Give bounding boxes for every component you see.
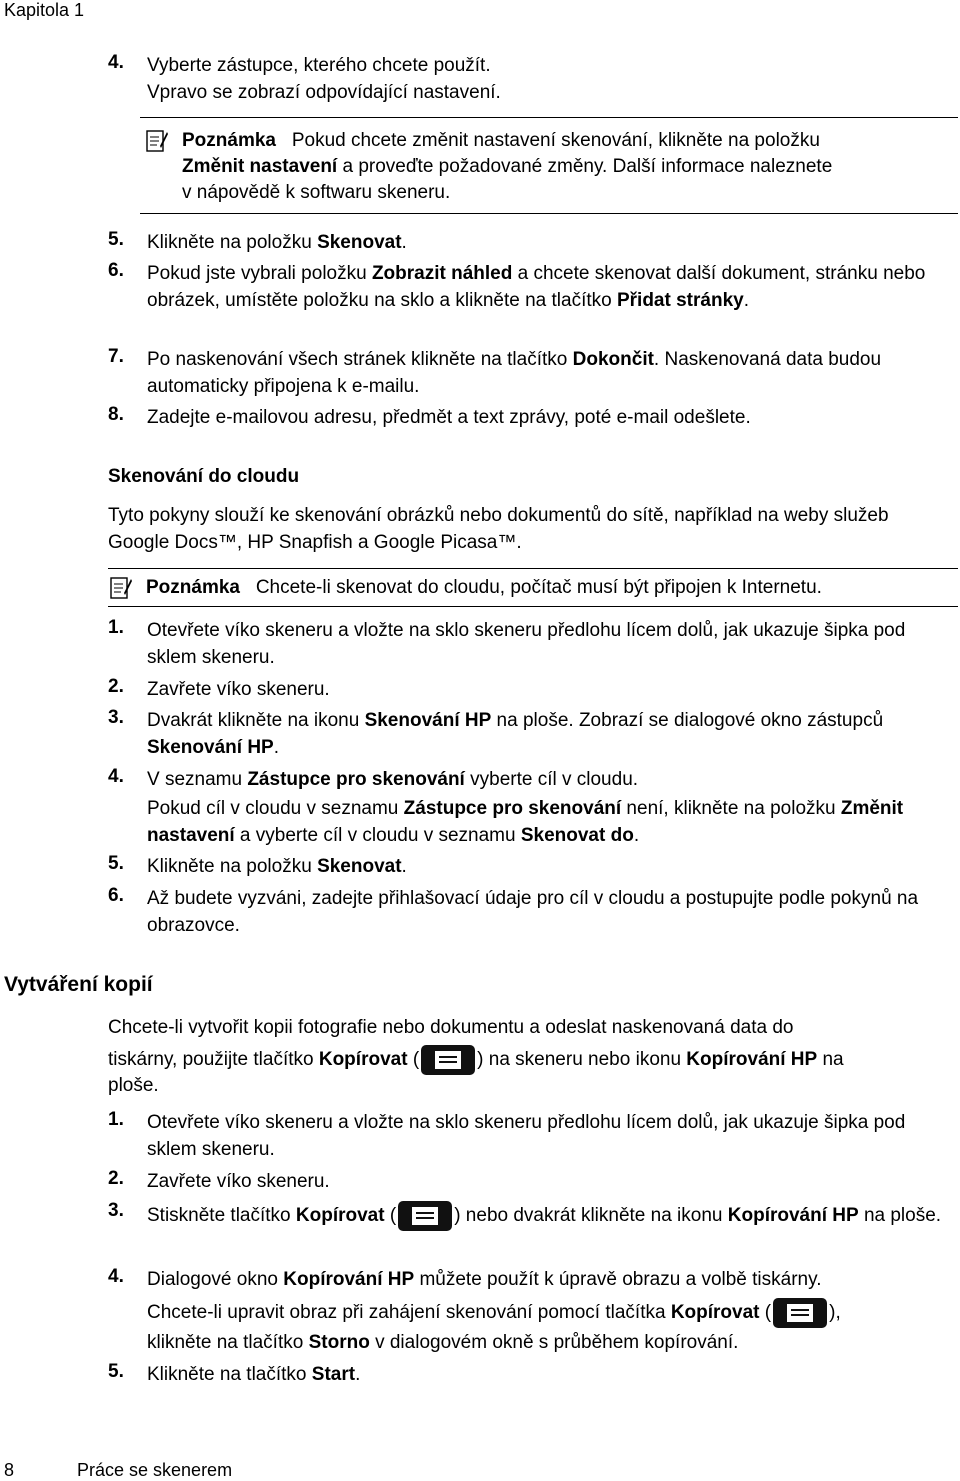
step-number: 8.: [108, 404, 124, 425]
note-bold: Změnit nastavení: [182, 156, 338, 177]
copy-button-icon: [398, 1201, 452, 1231]
step-line: Vpravo se zobrazí odpovídající nastavení.: [147, 82, 501, 103]
step-text: V seznamu Zástupce pro skenování vyberte cíl v cloudu.: [147, 769, 639, 790]
step-text: Pokud jste vybrali položku Zobrazit náhled a chcete skenovat další dokument, stránku nebo obrázek, umístěte položku na sklo a klikněte na tlačítko Přidat stránky.: [147, 263, 926, 311]
step-number: 7.: [108, 346, 124, 367]
step-subtext: Pokud cíl v cloudu v seznamu Zástupce pro skenování není, klikněte na položku Změnit nastavení a vyberte cíl v cloudu v seznamu Skenovat do.: [147, 798, 904, 846]
intro-line: Chcete-li vytvořit kopii fotografie nebo dokumentu a odeslat naskenovaná data do: [108, 1017, 794, 1038]
step-text: Klikněte na položku Skenovat.: [147, 856, 407, 877]
step-number: 6.: [108, 885, 124, 906]
note-text: a proveďte požadované změny. Další informace naleznete: [342, 156, 833, 177]
page-number: 8: [4, 1460, 15, 1480]
note-icon: [146, 128, 168, 152]
step-text: Zavřete víko skeneru.: [147, 1171, 330, 1192]
section-title-cloud: Skenování do cloudu: [108, 466, 300, 487]
copy-button-icon: [421, 1045, 475, 1075]
step-number: 4.: [108, 766, 124, 787]
step-number: 2.: [108, 1168, 124, 1189]
note-text: Chcete-li skenovat do cloudu, počítač musí být připojen k Internetu.: [255, 577, 822, 598]
step-number: 1.: [108, 1109, 124, 1130]
note-bottom-rule: [140, 213, 958, 214]
step-text: Klikněte na tlačítko Start.: [147, 1364, 361, 1385]
step-line: Vyberte zástupce, kterého chcete použít.: [147, 55, 491, 76]
note-label: Poznámka: [146, 577, 240, 598]
note-box: [182, 128, 952, 206]
step-number: 6.: [108, 260, 124, 281]
note-top-rule: [140, 117, 958, 118]
step-text: Po naskenování všech stránek klikněte na tlačítko Dokončit. Naskenovaná data budou automaticky připojena k e-mailu.: [147, 349, 882, 397]
section-title-copies: Vytváření kopií: [4, 973, 153, 996]
note-text: Pokud chcete změnit nastavení skenování, klikněte na položku: [291, 130, 820, 151]
note-text: v nápovědě k softwaru skeneru.: [182, 182, 451, 203]
step-number: 5.: [108, 229, 124, 250]
copy-button-icon: [773, 1298, 827, 1328]
cloud-intro: Tyto pokyny slouží ke skenování obrázků nebo dokumentů do sítě, například na weby služeb Google Docs™, HP Snapfish a Google Picasa™.: [108, 505, 889, 553]
note-top-rule: [108, 568, 958, 569]
step-text: Stiskněte tlačítko Kopírovat ( ) nebo dvakrát klikněte na ikonu Kopírování HP na ploše.: [147, 1200, 952, 1232]
step-number: 2.: [108, 676, 124, 697]
intro-line: ploše.: [108, 1075, 159, 1096]
step-number: 3.: [108, 707, 124, 728]
chapter-header: Kapitola 1: [4, 0, 85, 20]
step-text: Otevřete víko skeneru a vložte na sklo skeneru předlohu lícem dolů, jak ukazuje šipka pod sklem skeneru.: [147, 620, 906, 668]
step-text: Dialogové okno Kopírování HP můžete použít k úpravě obrazu a volbě tiskárny.: [147, 1269, 822, 1290]
step-number: 5.: [108, 1361, 124, 1382]
footer-section: Práce se skenerem: [77, 1460, 233, 1480]
step-number: 1.: [108, 617, 124, 638]
step-number: 4.: [108, 1266, 124, 1287]
note-bottom-rule: [108, 606, 958, 607]
step-text: Až budete vyzváni, zadejte přihlašovací údaje pro cíl v cloudu a postupujte podle pokynů na obrazovce.: [147, 888, 919, 936]
step-text: Zadejte e-mailovou adresu, předmět a text zprávy, poté e-mail odešlete.: [147, 407, 751, 428]
note-icon: [110, 575, 132, 599]
step-subtext: Chcete-li upravit obraz při zahájení skenování pomocí tlačítka Kopírovat ( ), klikněte na tlačítko Storno v dialogovém okně s průběhem kopírování.: [147, 1298, 952, 1358]
cloud-note: [146, 577, 822, 599]
step-text: [147, 52, 952, 106]
step-number: 3.: [108, 1200, 124, 1221]
step-text: Klikněte na položku Skenovat.: [147, 232, 407, 253]
intro-line: tiskárny, použijte tlačítko Kopírovat ( ) na skeneru nebo ikonu Kopírování HP na: [108, 1044, 952, 1076]
step-text: Otevřete víko skeneru a vložte na sklo skeneru předlohu lícem dolů, jak ukazuje šipka pod sklem skeneru.: [147, 1112, 906, 1160]
note-label: Poznámka: [182, 130, 276, 151]
step-text: Dvakrát klikněte na ikonu Skenování HP na ploše. Zobrazí se dialogové okno zástupců Skenování HP.: [147, 710, 884, 758]
step-number: 5.: [108, 853, 124, 874]
step-text: Zavřete víko skeneru.: [147, 679, 330, 700]
copies-intro: [108, 1012, 952, 1102]
step-number: 4.: [108, 52, 124, 73]
